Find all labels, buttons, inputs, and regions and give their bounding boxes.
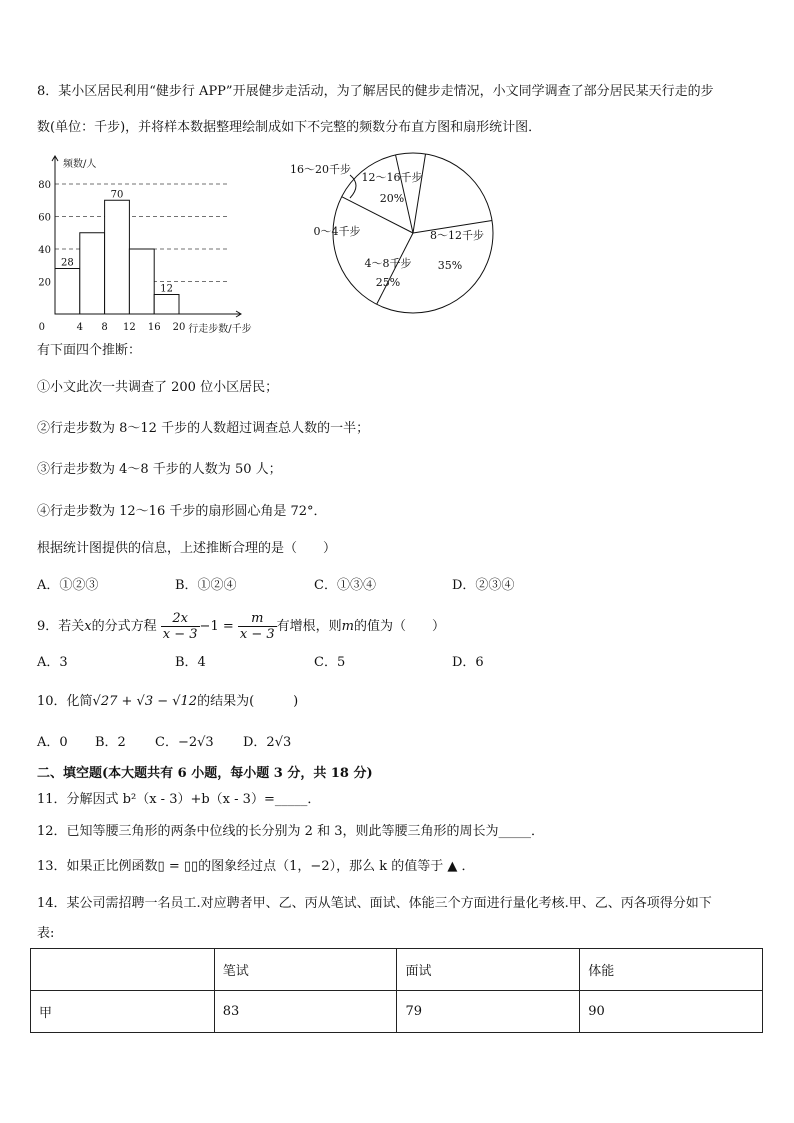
pie-slice-label: 12～16千步 xyxy=(361,171,423,184)
bar-value-label: 28 xyxy=(61,257,74,269)
histogram-bar xyxy=(154,295,179,315)
x-tick-label: 4 xyxy=(76,322,83,333)
pie-slice-label: 4～8千步 xyxy=(364,257,412,270)
q10-expression: √27 + √3 − √12 xyxy=(92,694,198,709)
q10-option-b[interactable]: B．2 xyxy=(95,735,126,750)
pie-slice-label: 16～20千步 xyxy=(290,163,351,176)
q8-option-d[interactable]: D．②③④ xyxy=(452,578,515,593)
q9-pre: 9．若关 xyxy=(37,619,85,634)
q10-stem xyxy=(37,694,298,710)
q10-option-d[interactable]: D．2√3 xyxy=(243,735,292,750)
section-2-heading: 二、填空题(本大题共有 6 小题，每小题 3 分，共 18 分) xyxy=(37,766,373,781)
q9-fraction-right xyxy=(238,611,277,642)
statement-4: ④行走步数为 12～16 千步的扇形圆心角是 72°． xyxy=(37,504,327,519)
y-tick-label: 60 xyxy=(38,212,51,224)
pie-chart xyxy=(280,150,510,325)
q10-post: 的结果为( ) xyxy=(197,694,299,709)
histogram-bar xyxy=(105,200,130,314)
q13: 13．如果正比例函数▯ = ▯▯的图象经过点（1，−2），那么 k 的值等于 ▲ ． xyxy=(37,859,475,874)
q9-mid: 的分式方程 xyxy=(91,619,157,634)
pie-slice-label: 8～12千步 xyxy=(430,229,484,242)
q8-ask: 根据统计图提供的信息，上述推断合理的是（ ） xyxy=(37,541,337,556)
bar-value-label: 70 xyxy=(110,189,124,201)
q9-fraction-left xyxy=(161,611,200,642)
pie-percent-label: 25% xyxy=(375,276,401,289)
bar-value-label: 12 xyxy=(160,283,173,295)
statement-1: ①小文此次一共调查了 200 位小区居民； xyxy=(37,380,279,395)
q9-option-a[interactable]: A．3 xyxy=(37,655,68,670)
x-axis-label: 行走步数/千步 xyxy=(188,324,252,335)
q10-option-c[interactable]: C．−2√3 xyxy=(155,735,214,750)
statement-2: ②行走步数为 8～12 千步的人数超过调查总人数的一半； xyxy=(37,421,370,436)
x-tick-label: 20 xyxy=(172,322,186,333)
statement-3: ③行走步数为 4～8 千步的人数为 50 人； xyxy=(37,462,282,477)
histogram-bar xyxy=(55,269,80,315)
q8-option-b[interactable]: B．①②④ xyxy=(175,578,237,593)
table-row xyxy=(31,991,763,1033)
histogram-bar xyxy=(80,233,105,314)
table-header-row xyxy=(31,949,763,991)
q8-line1: 8．某小区居民利用“健步行 APP”开展健步走活动，为了解居民的健步走情况，小文同学调查了部分居民某天行走的步 xyxy=(37,84,714,99)
table-cell: 83 xyxy=(214,991,397,1033)
q9-frac1-den: x − 3 xyxy=(162,627,198,642)
y-axis-label: 频数/人 xyxy=(63,159,97,170)
score-table xyxy=(30,948,763,1033)
q10-pre: 10．化简 xyxy=(37,694,93,709)
q9-frac1-num: 2x xyxy=(161,611,200,627)
q12: 12．已知等腰三角形的两条中位线的长分别为 2 和 3，则此等腰三角形的周长为_____． xyxy=(37,824,544,839)
q8-option-a[interactable]: A．①②③ xyxy=(37,578,99,593)
histogram xyxy=(30,152,270,342)
table-cell: 79 xyxy=(397,991,580,1033)
q9-option-c[interactable]: C．5 xyxy=(314,655,346,670)
q9-var-m: m xyxy=(341,619,354,634)
x-tick-label: 16 xyxy=(147,322,161,333)
pie-percent-label: 20% xyxy=(379,192,405,205)
x-tick-label: 12 xyxy=(123,322,136,333)
q8-option-c[interactable]: C．①③④ xyxy=(314,578,376,593)
q9-frac2-num: m xyxy=(238,611,277,627)
table-cell: 甲 xyxy=(31,991,215,1033)
table-header-cell: 体能 xyxy=(580,949,763,991)
pie-slice-label: 0～4千步 xyxy=(313,225,361,238)
q9-frac2-den: x − 3 xyxy=(239,627,275,642)
pie-percent-label: 35% xyxy=(437,259,463,272)
origin-label: 0 xyxy=(38,322,45,333)
q8-line2: 数(单位：千步)，并将样本数据整理绘制成如下不完整的频数分布直方图和扇形统计图． xyxy=(37,120,542,135)
q9-minus-one: −1 = xyxy=(199,619,234,634)
q14-line1: 14．某公司需招聘一名员工.对应聘者甲、乙、丙从笔试、面试、体能三个方面进行量化考核.甲、乙、丙各项得分如下 xyxy=(37,896,712,911)
q9-post: 有增根，则 xyxy=(276,619,342,634)
q9-post2: 的值为（ ） xyxy=(354,619,446,634)
q10-option-a[interactable]: A．0 xyxy=(37,735,68,750)
table-header-cell: 面试 xyxy=(397,949,580,991)
histogram-bar xyxy=(129,249,154,314)
table-header-cell: 笔试 xyxy=(214,949,397,991)
y-tick-label: 20 xyxy=(38,277,51,289)
table-cell: 90 xyxy=(580,991,763,1033)
y-tick-label: 40 xyxy=(38,245,51,256)
y-tick-label: 80 xyxy=(38,180,51,191)
q14-line2: 表: xyxy=(37,926,55,941)
q9-stem xyxy=(37,604,445,650)
q9-option-d[interactable]: D．6 xyxy=(452,655,484,670)
q8-intro: 有下面四个推断： xyxy=(37,343,142,358)
table-header-cell xyxy=(31,949,215,991)
x-tick-label: 8 xyxy=(101,322,108,333)
q9-var-x: x xyxy=(84,619,92,634)
q9-option-b[interactable]: B．4 xyxy=(175,655,206,670)
q11: 11．分解因式 b²（x - 3）+b（x - 3）=_____． xyxy=(37,792,321,807)
